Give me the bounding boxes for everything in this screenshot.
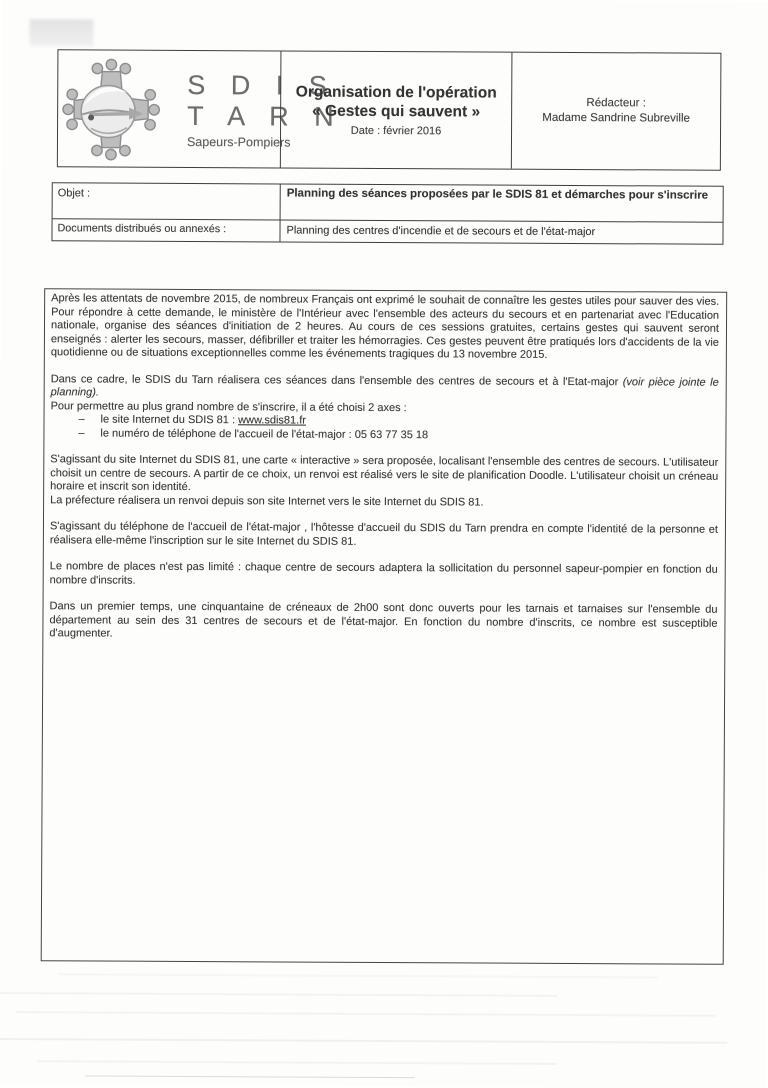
document-title-line2: « Gestes qui sauvent » bbox=[312, 102, 481, 121]
scan-streak bbox=[37, 1060, 557, 1065]
redacteur-name: Madame Sandrine Subreville bbox=[542, 111, 690, 125]
document-title-line1: Organisation de l'opération bbox=[295, 83, 497, 102]
scan-streak bbox=[0, 1038, 727, 1044]
logo-text-sdis: S D I S bbox=[187, 69, 336, 101]
body-paragraph: S'agissant du site Internet du SDIS 81, une carte « interactive » sera proposée, localisant l'ensemble des centres de secours. L'utilisateur choisit un centre de secours. A partir de ce choix, un renvoi est réalisé vers le site de planification Doodle. L'utilisateur choisit un créneau horaire et inscrit son identité. bbox=[50, 453, 719, 493]
sdis-tarn-occitan-cross-helmet-icon bbox=[61, 56, 162, 161]
logo-subtitle: Sapeurs-Pompiers bbox=[186, 134, 291, 150]
objet-label: Objet : bbox=[57, 187, 91, 200]
meta-table bbox=[51, 182, 723, 245]
documents-label: Documents distribués ou annexés : bbox=[57, 222, 227, 236]
body-paragraph: S'agissant du téléphone de l'accueil de l'état-major , l'hôtesse d'accueil du SDIS du Tarn prendra en compte l'identité de la personne et réalisera elle-même l'inscription sur le site Internet du SDIS 81. bbox=[49, 520, 718, 548]
redacteur-label: Rédacteur : bbox=[586, 97, 646, 110]
documents-row bbox=[52, 218, 722, 244]
body-paragraph: Dans ce cadre, le SDIS du Tarn réalisera ces séances dans l'ensemble des centres de secours et à l'Etat-major (voir pièce jointe le planning). bbox=[50, 372, 719, 399]
bullet-dash: – bbox=[78, 413, 85, 426]
scan-streak bbox=[58, 973, 658, 978]
body-paragraph: La préfecture réalisera un renvoi depuis son site Internet vers le site Internet du SDIS 81. bbox=[50, 493, 484, 509]
bullet-dash: – bbox=[78, 426, 85, 439]
redacteur-cell bbox=[511, 53, 721, 170]
scan-streak bbox=[0, 992, 558, 997]
scan-streak bbox=[15, 1011, 715, 1017]
body-paragraph: Le nombre de places n'est pas limité : chaque centre de secours adaptera la sollicitation du personnel sapeur-pompier en fonction du nombre d'inscrits. bbox=[49, 560, 718, 587]
body-paragraph: Après les attentats de novembre 2015, de nombreux Français ont exprimé le souhait de connaître les gestes utiles pour sauver des vies. Pour répondre à cette demande, le ministère de l'Intérieur avec l'ensemble des acteurs du secours et en partenariat avec l'Education nationale, organise des séances d'initiation de 2 heures. Au cours de ces sessions gratuites, certains gestes qui sauvent seront enseignés : alerter les secours, masser, défibriller et traiter les hémorragies. Ces gestes peuvent être pratiqués lors d'accidents de la vie quotidienne ou de situations exceptionnelles comme les événements tragiques du 13 novembre 2015. bbox=[50, 292, 720, 361]
scan-smudge bbox=[29, 19, 93, 46]
logo-cell bbox=[58, 50, 343, 167]
bullet-item: – le site Internet du SDIS 81 : www.sdis81.fr bbox=[78, 413, 306, 427]
body-paragraph: Dans un premier temps, une cinquantaine de créneaux de 2h00 sont donc ouverts pour les tarnais et tarnaises sur l'ensemble du département au sein des 31 centres de secours et de l'état-major. En fonction du nombre d'inscrits, ce nombre est susceptible d'augmenter. bbox=[49, 600, 718, 640]
body-paragraph: Pour permettre au plus grand nombre de s'inscrire, il a été choisi 2 axes : bbox=[50, 399, 407, 414]
documents-value: Planning des centres d'incendie et de secours et de l'état-major bbox=[279, 220, 722, 243]
bullet-item: – le numéro de téléphone de l'accueil de l'état-major : 05 63 77 35 18 bbox=[78, 426, 429, 441]
objet-value: Planning des séances proposées par le SDIS 81 et démarches pour s'inscrire bbox=[280, 184, 723, 221]
scan-streak bbox=[85, 1075, 415, 1078]
title-cell bbox=[280, 51, 512, 168]
header-table bbox=[57, 49, 722, 170]
logo-text-tarn: T A R N bbox=[187, 100, 343, 132]
body-text-box bbox=[41, 288, 728, 965]
document-date: Date : février 2016 bbox=[350, 124, 442, 138]
objet-row bbox=[53, 183, 723, 222]
